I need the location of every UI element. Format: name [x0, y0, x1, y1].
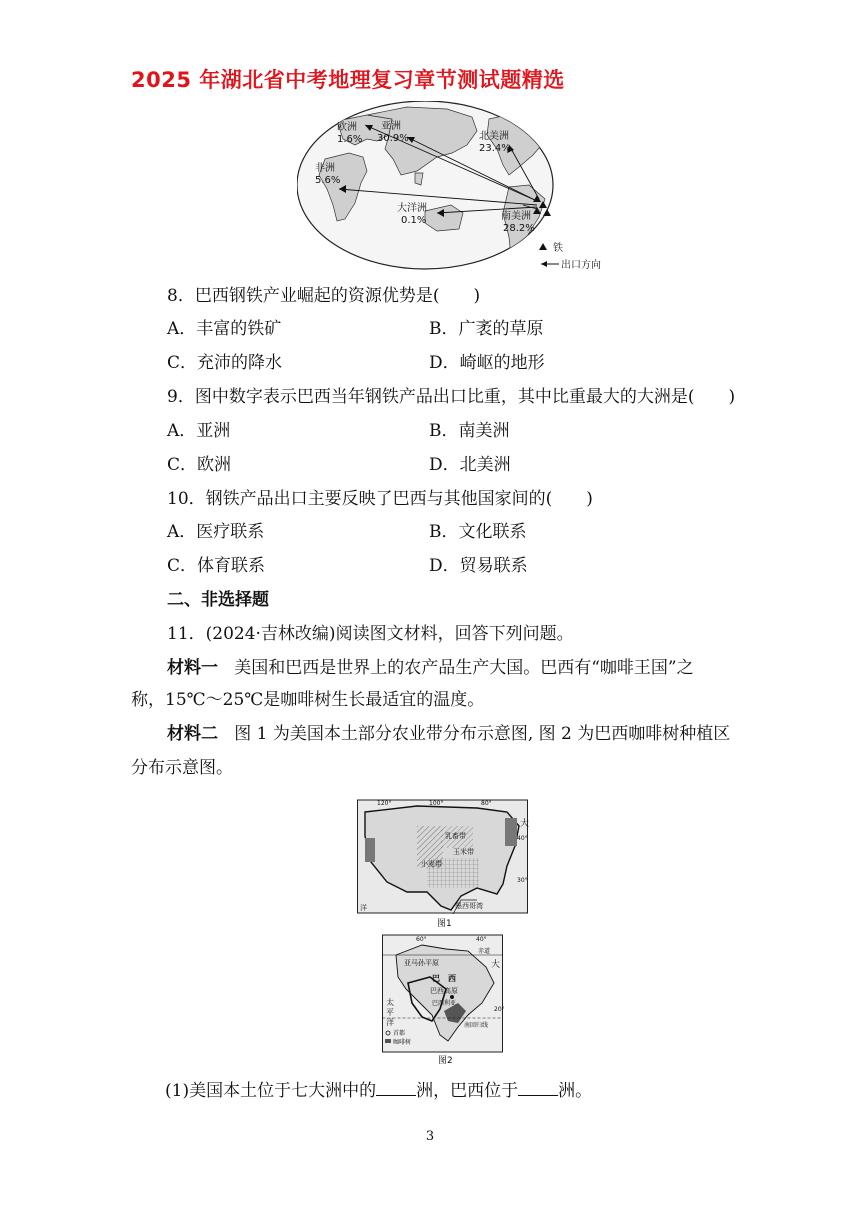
fig1-dairy-belt: 乳畜带 — [445, 832, 466, 840]
fig1-lon120: 120° — [377, 800, 392, 807]
q11-sub1 — [165, 1079, 592, 1103]
q11-sub1-part3: 洲。 — [558, 1081, 593, 1101]
q10-option-b: B．文化联系 — [429, 522, 527, 542]
legend-export: 出口方向 — [561, 260, 601, 271]
fig2-yang: 洋 — [386, 1018, 394, 1027]
fig2-amazon: 亚马孙平原 — [404, 959, 439, 967]
fig2-lat20: 20° — [494, 1006, 505, 1013]
q11-sub1-part1: (1)美国本土位于七大洲中的 — [165, 1081, 377, 1101]
q8-option-a: A．丰富的铁矿 — [167, 319, 282, 339]
fig1-lat40: 40° — [517, 835, 528, 842]
q9-option-a: A．亚洲 — [167, 421, 231, 441]
iron-triangle-icon — [539, 243, 547, 250]
label-asia-pct: 30.9% — [377, 133, 409, 144]
label-oceania: 大洋洲 — [397, 203, 427, 214]
fig2-equator: 赤道 — [478, 948, 491, 955]
label-north-america: 北美洲 — [479, 131, 509, 142]
fig1-lon100: 100° — [429, 800, 444, 807]
label-south-america-pct: 28.2% — [503, 223, 535, 234]
answer-blank-us[interactable] — [376, 1079, 416, 1096]
page-number: 3 — [425, 1129, 435, 1144]
world-export-map — [297, 101, 617, 276]
fig2-tai: 太 — [386, 998, 394, 1007]
document-header: 2025 年湖北省中考地理复习章节测试题精选 — [131, 68, 565, 92]
fig2-legend-capital: 首都 — [393, 1030, 406, 1037]
label-oceania-pct: 0.1% — [401, 215, 427, 226]
q9-stem: 9．图中数字表示巴西当年钢铁产品出口比重，其中比重最大的大洲是( ) — [167, 387, 736, 407]
q9-option-b: B．南美洲 — [429, 421, 510, 441]
section-heading: 二、非选择题 — [167, 590, 269, 610]
q9-option-c: C．欧洲 — [167, 455, 232, 475]
q11-sub1-part2: 洲，巴西位于 — [416, 1081, 519, 1101]
fig2-da: 大 — [491, 960, 501, 970]
q10-stem: 10．钢铁产品出口主要反映了巴西与其他国家间的( ) — [167, 489, 593, 509]
fig1-corn-belt: 玉米带 — [453, 848, 474, 856]
fig1-yang: 洋 — [360, 904, 367, 912]
q10-option-c: C．体育联系 — [167, 556, 266, 576]
fig2-lon60: 60° — [416, 936, 427, 943]
fig2-caption: 图2 — [438, 1056, 453, 1065]
q11-material2-line2: 分布示意图。 — [131, 758, 233, 778]
q8-option-b: B．广袤的草原 — [429, 319, 544, 339]
fig1-gulf: 墨西哥湾 — [455, 902, 483, 910]
label-europe: 欧洲 — [337, 122, 357, 133]
label-north-america-pct: 23.4% — [479, 143, 511, 154]
fig2-brazil: 巴 西 — [432, 974, 456, 983]
coffee-legend-icon — [385, 1039, 391, 1043]
fig2-tropic: 南回归线 — [464, 1022, 489, 1029]
q11-material1-line1 — [167, 656, 694, 680]
fig2-ping: 平 — [386, 1008, 394, 1017]
q10-option-a: A．医疗联系 — [167, 522, 265, 542]
q11-material1-line2: 称，15℃～25℃是咖啡树生长最适宜的温度。 — [131, 690, 485, 710]
label-europe-pct: 1.6% — [337, 134, 363, 145]
figure2-brazil-coffee-map — [382, 931, 506, 1065]
label-asia: 亚洲 — [381, 121, 401, 132]
q8-option-d: D．崎岖的地形 — [429, 353, 545, 373]
q8-option-c: C．充沛的降水 — [167, 353, 283, 373]
legend-iron: 铁 — [553, 243, 563, 254]
fig2-brasilia: 巴西利亚 — [432, 1000, 457, 1007]
q9-option-d: D．北美洲 — [429, 455, 511, 475]
material1-label: 材料一 — [167, 658, 218, 678]
material1-text1: 美国和巴西是世界上的农产品生产大国。巴西有“咖啡王国”之 — [234, 658, 694, 678]
figure1-us-agriculture-map — [357, 796, 531, 932]
fig1-lat30: 30° — [517, 877, 528, 884]
fig1-caption: 图1 — [437, 919, 452, 929]
fig1-lon80: 80° — [481, 800, 492, 807]
fig1-wheat-belt: 小麦带 — [421, 860, 442, 868]
material2-label: 材料二 — [167, 724, 218, 744]
fig1-da: 大 — [520, 819, 530, 829]
label-africa-pct: 5.6% — [315, 175, 341, 186]
fig2-plateau: 巴西高原 — [430, 987, 458, 995]
label-south-america: 南美洲 — [501, 211, 531, 222]
fig2-lon40: 40° — [476, 936, 487, 943]
fig2-legend-coffee: 咖啡树 — [393, 1039, 412, 1046]
label-africa: 非洲 — [315, 163, 335, 174]
q11-stem: 11．(2024·吉林改编)阅读图文材料，回答下列问题。 — [167, 624, 574, 644]
material2-text1: 图 1 为美国本土部分农业带分布示意图, 图 2 为巴西咖啡树种植区 — [234, 724, 731, 744]
q11-material2-line1 — [167, 722, 730, 746]
q8-stem: 8．巴西钢铁产业崛起的资源优势是( ) — [167, 286, 481, 306]
q10-option-d: D．贸易联系 — [429, 556, 528, 576]
answer-blank-brazil[interactable] — [518, 1079, 558, 1096]
capital-marker-icon — [450, 995, 454, 999]
